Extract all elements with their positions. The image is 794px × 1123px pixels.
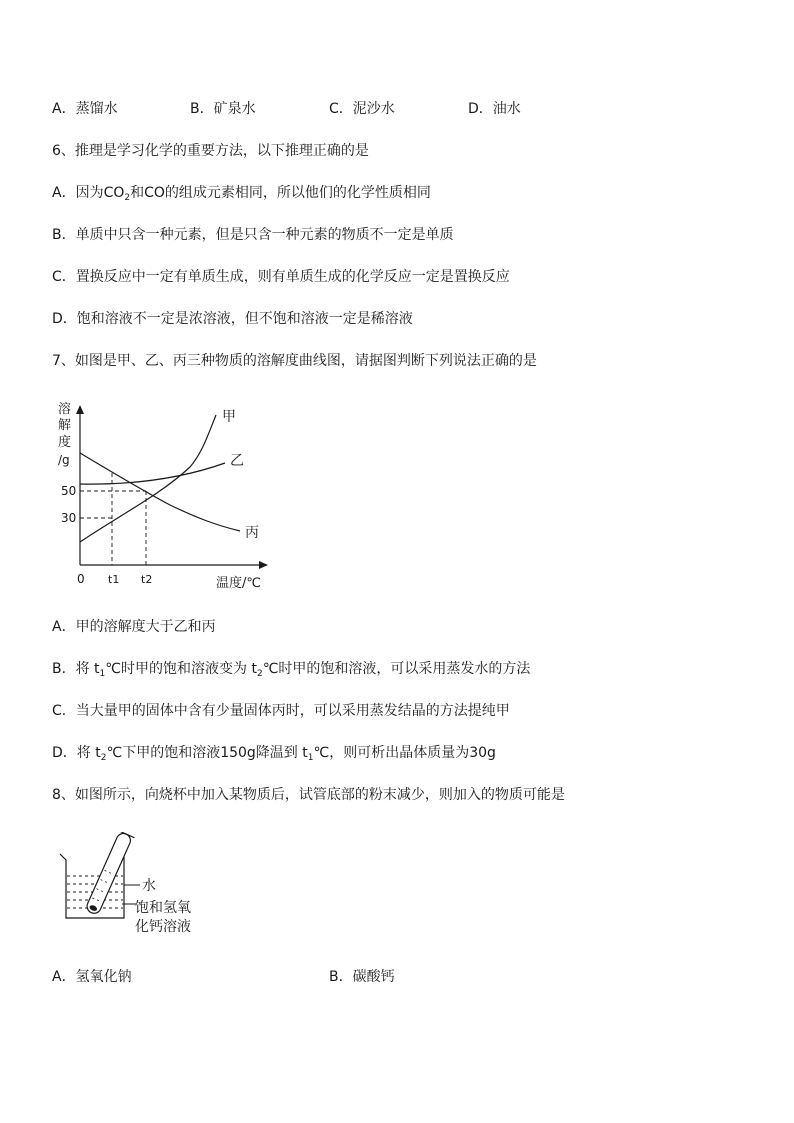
q6-option-a	[52, 183, 431, 208]
q8-option-a: A．氢氧化钠	[52, 969, 132, 985]
y-tick-30: 30	[61, 511, 77, 525]
q7-stem: 7、如图是甲、乙、丙三种物质的溶解度曲线图，请据图判断下列说法正确的是	[52, 353, 537, 369]
q7-d-sub1: 2	[100, 753, 107, 763]
ylabel-char-2: 解	[58, 418, 72, 433]
ylabel-char-1: 溶	[58, 402, 72, 417]
x-axis-arrow	[259, 561, 268, 569]
q8-stem: 8、如图所示，向烧杯中加入某物质后，试管底部的粉末减少，则加入的物质可能是	[52, 787, 565, 803]
q5-option-a: A．蒸馏水	[52, 101, 118, 117]
q8-option-b: B．碳酸钙	[329, 969, 395, 985]
q5-option-b: B．矿泉水	[190, 101, 256, 117]
ylabel-char-3: 度	[58, 435, 72, 450]
q7-b-1: B．将 t	[52, 661, 100, 677]
q5-option-d: D．油水	[468, 101, 521, 117]
q6-a-post: 和CO的组成元素相同，所以他们的化学性质相同	[130, 185, 431, 201]
label-jia: 甲	[222, 409, 236, 425]
x-tick-t1: t1	[108, 573, 120, 586]
q7-b-sub1: 1	[99, 669, 106, 679]
ylabel-char-4: /g	[58, 453, 70, 467]
q6-stem: 6、推理是学习化学的重要方法，以下推理正确的是	[52, 143, 369, 159]
y-tick-50: 50	[61, 484, 77, 498]
solubility-chart	[50, 395, 280, 595]
label-water: 水	[142, 878, 156, 894]
q7-option-a: A．甲的溶解度大于乙和丙	[52, 619, 216, 635]
q5-option-c: C．泥沙水	[329, 101, 395, 117]
curve-jia	[80, 415, 216, 542]
q7-option-b	[52, 659, 530, 684]
q7-d-2: ℃下甲的饱和溶液150g降温到 t	[106, 745, 308, 761]
q6-a-sub: 2	[124, 193, 131, 203]
x-origin: 0	[77, 572, 85, 586]
curve-bing	[80, 453, 240, 531]
q6-option-c: C．置换反应中一定有单质生成，则有单质生成的化学反应一定是置换反应	[52, 269, 510, 285]
q7-option-c: C．当大量甲的固体中含有少量固体丙时，可以采用蒸发结晶的方法提纯甲	[52, 703, 510, 719]
q6-option-d: D．饱和溶液不一定是浓溶液，但不饱和溶液一定是稀溶液	[52, 311, 413, 327]
q6-option-b: B．单质中只含一种元素，但是只含一种元素的物质不一定是单质	[52, 227, 454, 243]
q6-a-pre: A．因为CO	[52, 185, 125, 201]
q7-d-3: ℃，则可析出晶体质量为30g	[313, 745, 496, 761]
q7-b-2: ℃时甲的饱和溶液变为 t	[105, 661, 257, 677]
label-yi: 乙	[230, 453, 244, 469]
q7-d-sub2: 1	[307, 753, 314, 763]
xlabel: 温度/℃	[216, 576, 261, 591]
q7-d-1: D．将 t	[52, 745, 101, 761]
label-bing: 丙	[245, 525, 259, 541]
q7-b-sub2: 2	[256, 669, 263, 679]
label-solution-2: 化钙溶液	[135, 919, 191, 935]
y-axis-arrow	[76, 405, 84, 414]
q7-option-d	[52, 743, 496, 768]
label-solution-1: 饱和氢氧	[135, 900, 191, 916]
q7-b-3: ℃时甲的饱和溶液，可以采用蒸发水的方法	[262, 661, 531, 677]
x-tick-t2: t2	[141, 573, 153, 586]
